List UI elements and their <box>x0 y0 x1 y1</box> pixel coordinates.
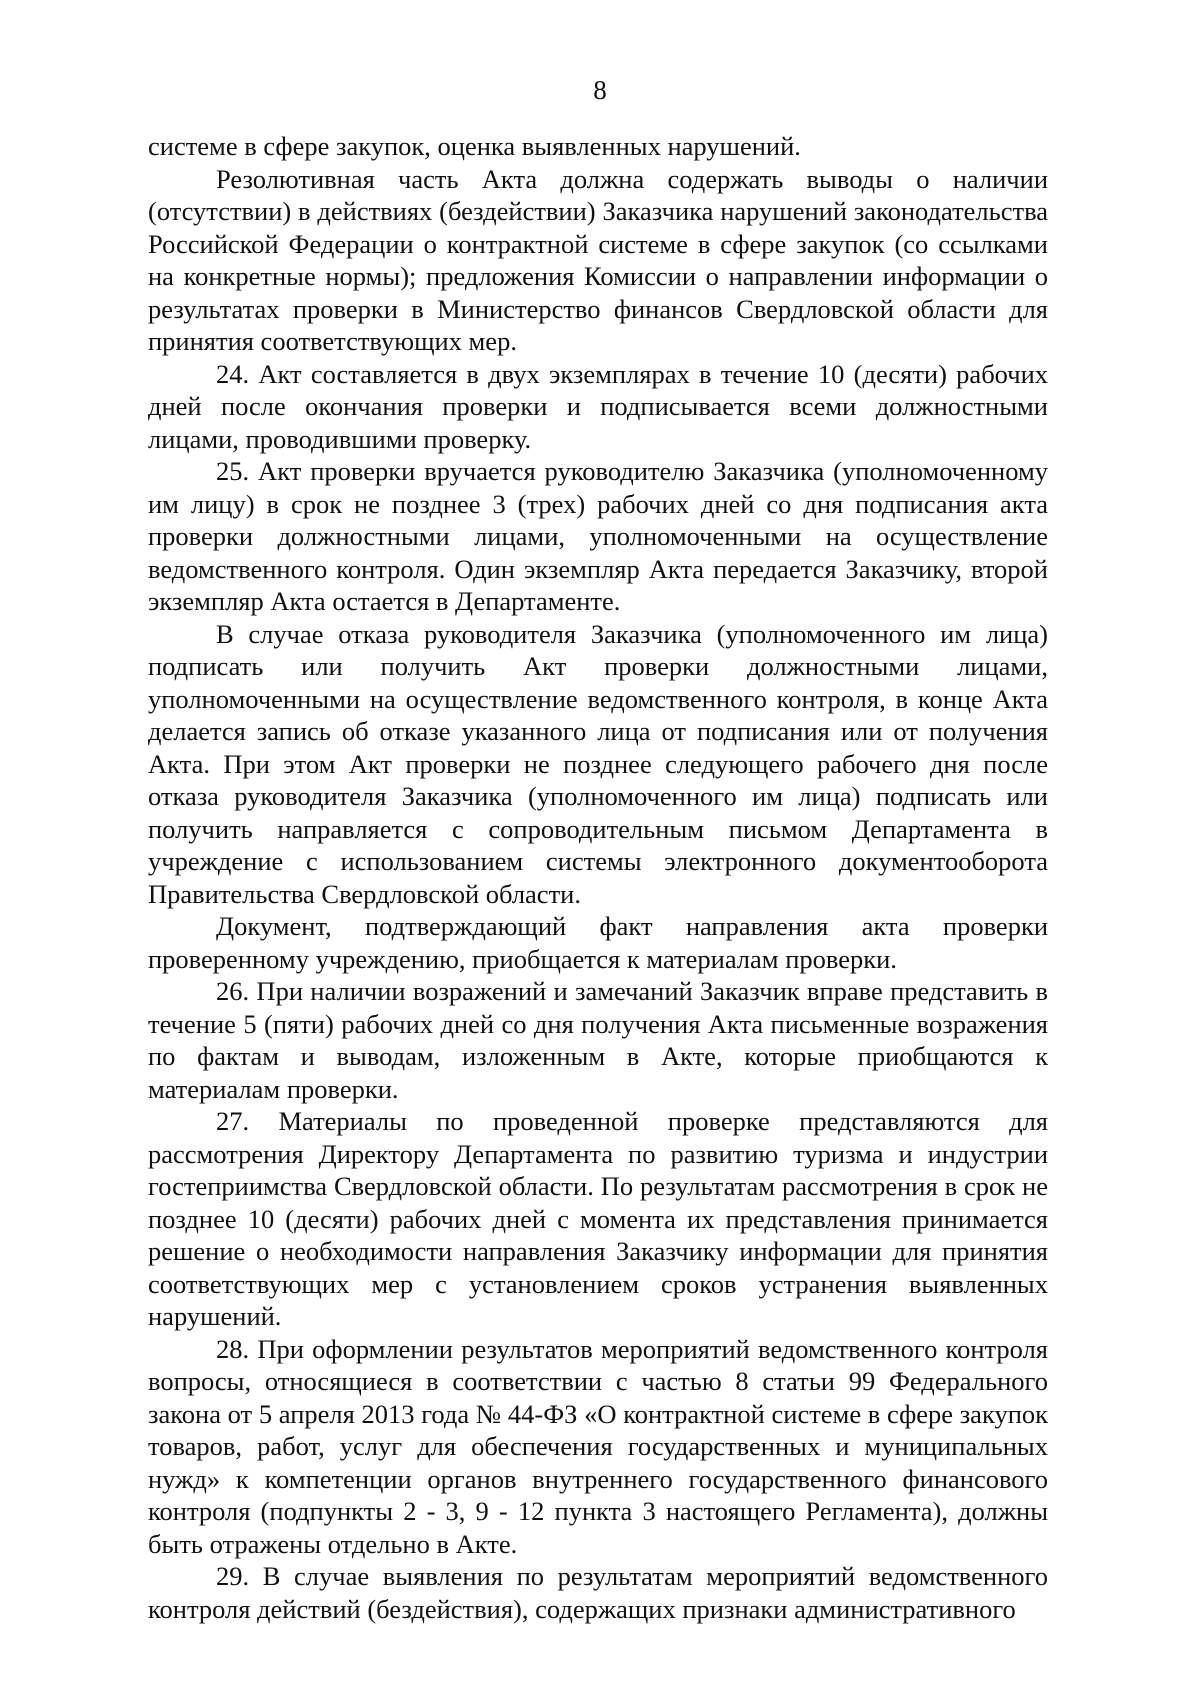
paragraph-confirmation-document: Документ, подтверждающий факт направления акта проверки проверенному учреждению, приобщается к материалам проверки. <box>148 911 1048 974</box>
paragraph-item-25: 25. Акт проверки вручается руководителю Заказчика (уполномоченному им лицу) в срок не позднее 3 (трех) рабочих дней со дня подписания акта проверки должностными лицами, уполномоченными на осуществление ведомственного контроля. Один экземпляр Акта передается Заказчику, второй экземпляр Акта остается в Департаменте. <box>148 456 1048 616</box>
paragraph-item-26: 26. При наличии возражений и замечаний Заказчик вправе представить в течение 5 (пяти) рабочих дней со дня получения Акта письменные возражения по фактам и выводам, изложенным в Акте, которые приобщаются к материалам проверки. <box>148 976 1048 1104</box>
paragraph-continuation: системе в сфере закупок, оценка выявленных нарушений. <box>148 131 801 161</box>
paragraph-item-28: 28. При оформлении результатов мероприятий ведомственного контроля вопросы, относящиеся в соответствии с частью 8 статьи 99 Федерального закона от 5 апреля 2013 года № 44-ФЗ «О контрактной системе в сфере закупок товаров, работ, услуг для обеспечения государственных и муниципальных нужд» к компетенции органов внутреннего государственного финансового контроля (подпункты 2 - 3, 9 - 12 пункта 3 настоящего Регламента), должны быть отражены отдельно в Акте. <box>148 1333 1048 1559</box>
paragraph-item-29: 29. В случае выявления по результатам мероприятий ведомственного контроля действий (бездействия), содержащих признаки административного <box>148 1561 1048 1624</box>
paragraph-item-27: 27. Материалы по проведенной проверке представляются для рассмотрения Директору Департамента по развитию туризма и индустрии гостеприимства Свердловской области. По результатам рассмотрения в срок не позднее 10 (десяти) рабочих дней с момента их представления принимается решение о необходимости направления Заказчику информации для принятия соответствующих мер с установлением сроков устранения выявленных нарушений. <box>148 1106 1048 1331</box>
page-number: 8 <box>593 75 607 105</box>
paragraph-refusal-case: В случае отказа руководителя Заказчика (уполномоченного им лица) подписать или получить Акт проверки должностными лицами, уполномоченными на осуществление ведомственного контроля, в конце Акта делается запись об отказе указанного лица от подписания или от получения Акта. При этом Акт проверки не позднее следующего рабочего дня после отказа руководителя Заказчика (уполномоченного им лица) подписать или получить направляется с сопроводительным письмом Департамента в учреждение с использованием системы электронного документооборота Правительства Свердловской области. <box>148 618 1048 909</box>
paragraph-resolution-part: Резолютивная часть Акта должна содержать выводы о наличии (отсутствии) в действиях (бездействии) Заказчика нарушений законодательства Российской Федерации о контрактной системе в сфере закупок (со ссылками на конкретные нормы); предложения Комиссии о направлении информации о результатах проверки в Министерство финансов Свердловской области для принятия соответствующих мер. <box>148 163 1048 356</box>
paragraph-item-24: 24. Акт составляется в двух экземплярах в течение 10 (десяти) рабочих дней после окончания проверки и подписывается всеми должностными лицами, проводившими проверку. <box>148 358 1048 454</box>
document-body <box>148 130 1048 1625</box>
